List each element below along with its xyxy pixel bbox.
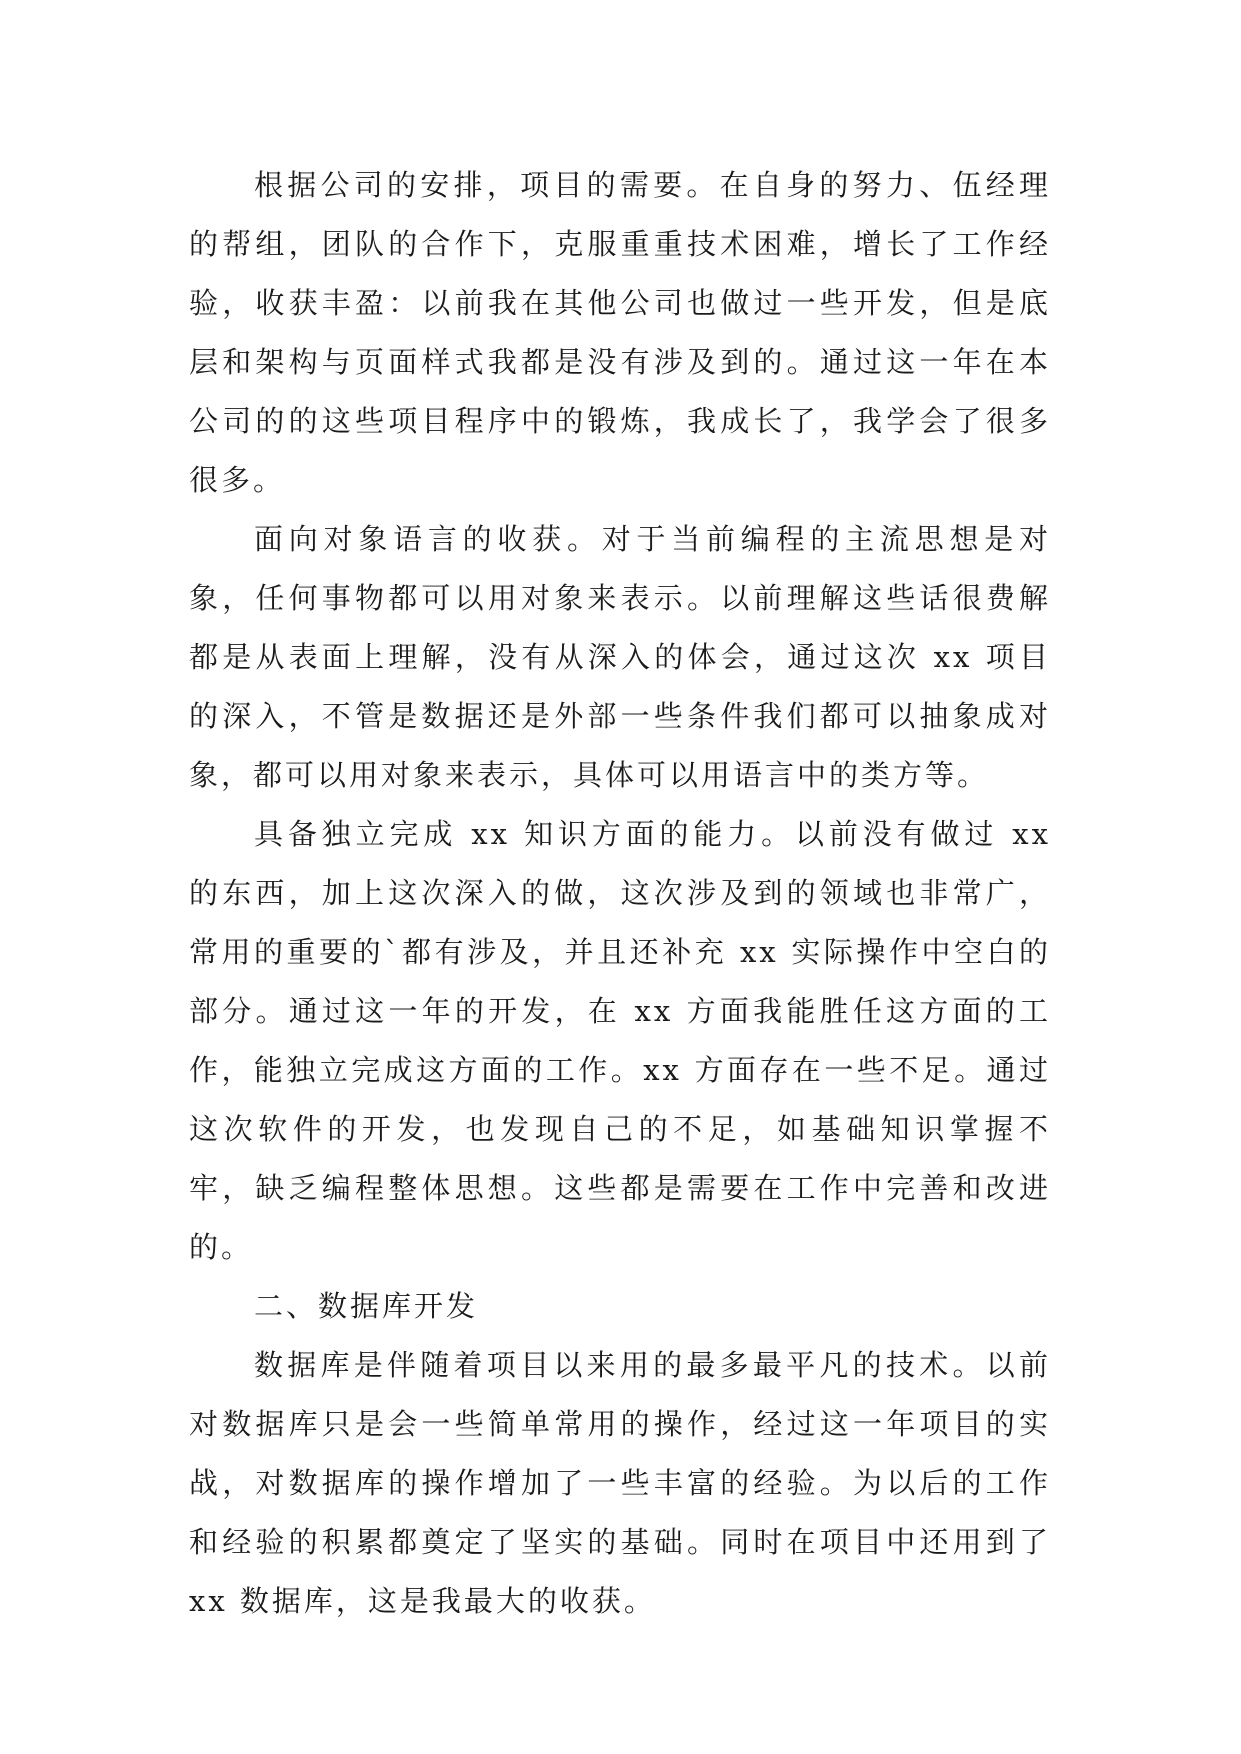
- paragraph-database: 数据库是伴随着项目以来用的最多最平凡的技术。以前对数据库只是会一些简单常用的操作，经过这一年项目的实战，对数据库的操作增加了一些丰富的经验。为以后的工作和经验的积累都奠定了坚实的基础。同时在项目中还用到了 xx 数据库，这是我最大的收获。: [189, 1348, 1051, 1618]
- paragraph-company-arrangement: 根据公司的安排，项目的需要。在自身的努力、伍经理的帮组，团队的合作下，克服重重技术困难，增长了工作经验，收获丰盈：以前我在其他公司也做过一些开发，但是底层和架构与页面样式我都是没有涉及到的。通过这一年在本公司的的这些项目程序中的锻炼，我成长了，我学会了很多很多。: [189, 168, 1051, 497]
- paragraph-independent-ability: 具备独立完成 xx 知识方面的能力。以前没有做过 xx 的东西，加上这次深入的做，这次涉及到的领域也非常广，常用的重要的`都有涉及，并且还补充 xx 实际操作中空白的部分。通过这一年的开发，在 xx 方面我能胜任这方面的工作，能独立完成这方面的工作。xx 方面存在一些不足。通过这次软件的开发，也发现自己的不足，如基础知识掌握不牢，缺乏编程整体思想。这些都是需要在工作中完善和改进的。: [189, 817, 1051, 1264]
- paragraph-object-oriented: 面向对象语言的收获。对于当前编程的主流思想是对象，任何事物都可以用对象来表示。以前理解这些话很费解都是从表面上理解，没有从深入的体会，通过这次 xx 项目的深入，不管是数据还是外部一些条件我们都可以抽象成对象，都可以用对象来表示，具体可以用语言中的类方等。: [189, 522, 1051, 792]
- document-body: [189, 156, 1051, 1631]
- section-heading-database: 二、数据库开发: [254, 1289, 479, 1323]
